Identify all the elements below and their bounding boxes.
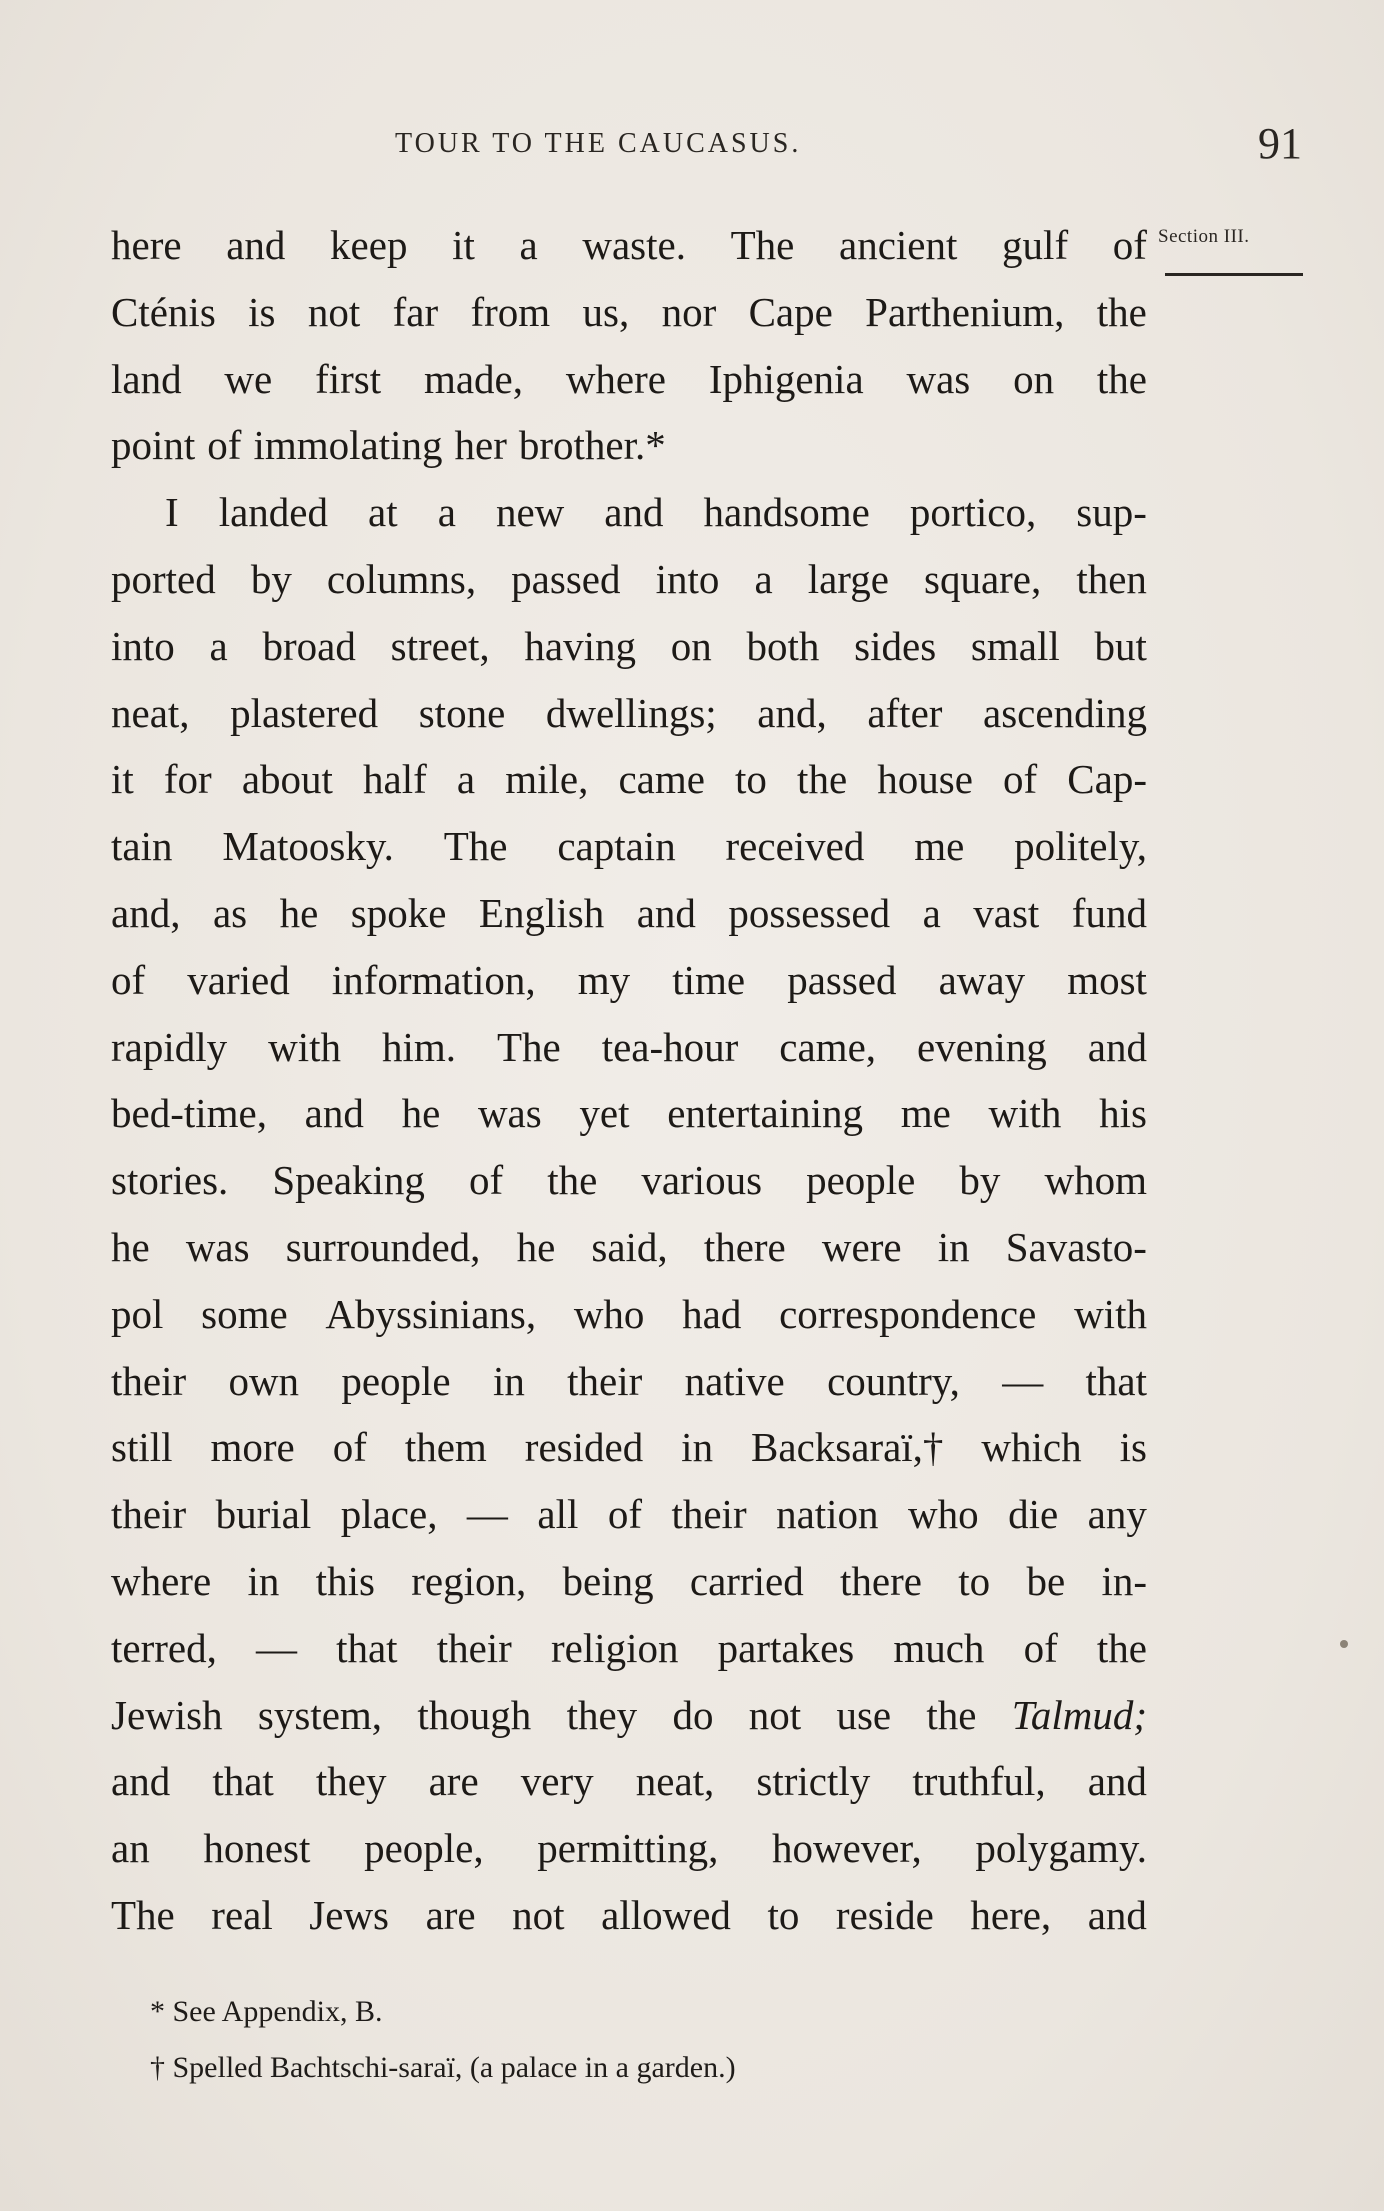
text-line: I landed at a new and handsome portico, sup-	[165, 489, 1147, 536]
footnote: * See Appendix, B.	[150, 1995, 383, 2028]
text-line: and, as he spoke English and possessed a vast fund	[111, 889, 1147, 936]
text-line: Jewish system, though they do not use the Talmud;	[111, 1691, 1147, 1738]
text-line: an honest people, permitting, however, polygamy.	[111, 1825, 1147, 1872]
text-line: he was surrounded, he said, there were in Savasto-	[111, 1223, 1147, 1270]
text-line: neat, plastered stone dwellings; and, after ascending	[111, 689, 1147, 736]
text-line: The real Jews are not allowed to reside here, and	[111, 1891, 1147, 1938]
body-text	[111, 212, 1147, 1949]
text-line: ported by columns, passed into a large square, then	[111, 555, 1147, 602]
text-line: Cténis is not far from us, nor Cape Parthenium, the	[111, 288, 1147, 335]
text-line: here and keep it a waste. The ancient gulf of	[111, 222, 1147, 268]
running-head: TOUR TO THE CAUCASUS.	[395, 128, 802, 159]
margin-rule	[1165, 273, 1303, 276]
footnotes	[150, 1984, 736, 2096]
text-line: into a broad street, having on both sides small but	[111, 622, 1147, 669]
text-line: tain Matoosky. The captain received me politely,	[111, 823, 1147, 870]
text-line: of varied information, my time passed away most	[111, 956, 1147, 1003]
text-line: point of immolating her brother.*	[111, 422, 666, 469]
text-line: stories. Speaking of the various people by whom	[111, 1157, 1147, 1204]
text-line: rapidly with him. The tea-hour came, evening and	[111, 1023, 1147, 1070]
page-number: 91	[1258, 119, 1302, 168]
text-line: it for about half a mile, came to the house of Cap-	[111, 756, 1147, 803]
footnote: † Spelled Bachtschi-saraï, (a palace in a garden.)	[150, 2051, 736, 2084]
text-line: terred, — that their religion partakes much of the	[111, 1624, 1147, 1671]
text-line: their burial place, — all of their nation who die any	[111, 1491, 1147, 1538]
paper-speck	[1340, 1640, 1348, 1648]
text-line: still more of them resided in Backsaraï,† which is	[111, 1424, 1147, 1471]
text-line: pol some Abyssinians, who had correspondence with	[111, 1290, 1147, 1337]
text-line: bed-time, and he was yet entertaining me with his	[111, 1090, 1147, 1137]
text-line: where in this region, being carried there to be in-	[111, 1557, 1147, 1604]
text-line: and that they are very neat, strictly truthful, and	[111, 1758, 1147, 1805]
text-line: land we first made, where Iphigenia was on the	[111, 355, 1147, 402]
margin-section-note: Section III.	[1158, 226, 1250, 247]
text-line: their own people in their native country, — that	[111, 1357, 1147, 1404]
